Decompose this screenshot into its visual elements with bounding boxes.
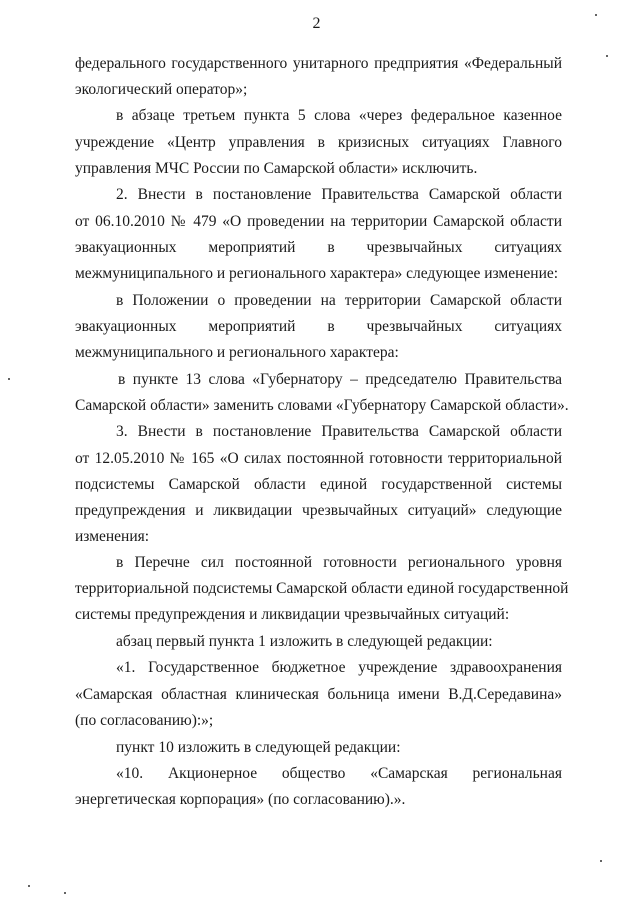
text-line: в Перечне сил постоянной готовности регионального уровня [116,554,562,571]
text-line: Самарской области» заменить словами «Губернатору Самарской области». [75,397,569,414]
text-line: «10. Акционерное общество «Самарская региональная [116,765,562,782]
text-line: в Положении о проведении на территории Самарской области [116,292,562,309]
text-line: эвакуационных мероприятий в чрезвычайных ситуациях [75,239,562,256]
text-line: экологический оператор»; [75,81,248,98]
page-number: 2 [312,15,321,32]
text-line: энергетическая корпорация» (по согласованию).». [75,791,406,808]
text-line: управления МЧС России по Самарской области» исключить. [75,160,478,177]
scan-speck [595,14,597,16]
text-line: федерального государственного унитарного предприятия «Федеральный [75,55,562,72]
text-line: «Самарская областная клиническая больница имени В.Д.Середавина» [75,686,562,703]
text-line: учреждение «Центр управления в кризисных ситуациях Главного [75,134,562,151]
scan-speck [28,885,30,887]
text-line: абзац первый пункта 1 изложить в следующей редакции: [116,633,493,650]
scan-speck [606,55,608,57]
text-line: изменения: [75,528,150,545]
text-line: территориальной подсистемы Самарской области единой государственной [75,580,569,597]
text-line: от 12.05.2010 № 165 «О силах постоянной готовности территориальной [75,450,562,467]
text-line: «1. Государственное бюджетное учреждение здравоохранения [116,659,562,676]
text-line: предупреждения и ликвидации чрезвычайных ситуаций» следующие [75,502,562,519]
text-line: пункт 10 изложить в следующей редакции: [116,739,401,756]
text-line: системы предупреждения и ликвидации чрезвычайных ситуаций: [75,606,510,623]
scan-speck [600,860,602,862]
text-line: от 06.10.2010 № 479 «О проведении на территории Самарской области [75,213,562,230]
text-line: 2. Внести в постановление Правительства Самарской области [116,186,562,203]
text-line: подсистемы Самарской области единой государственной системы [75,476,562,493]
text-line: 3. Внести в постановление Правительства Самарской области [116,423,562,440]
scan-speck [64,892,66,894]
text-line: межмуниципального и регионального характера» следующее изменение: [75,265,559,282]
text-line: в абзаце третьем пункта 5 слова «через федеральное казенное [116,107,562,124]
text-line: межмуниципального и регионального характера: [75,344,399,361]
text-line: эвакуационных мероприятий в чрезвычайных ситуациях [75,318,562,335]
text-line: в пункте 13 слова «Губернатору – председателю Правительства [118,371,562,388]
scan-speck [8,378,10,380]
text-line: (по согласованию):»; [75,712,214,729]
